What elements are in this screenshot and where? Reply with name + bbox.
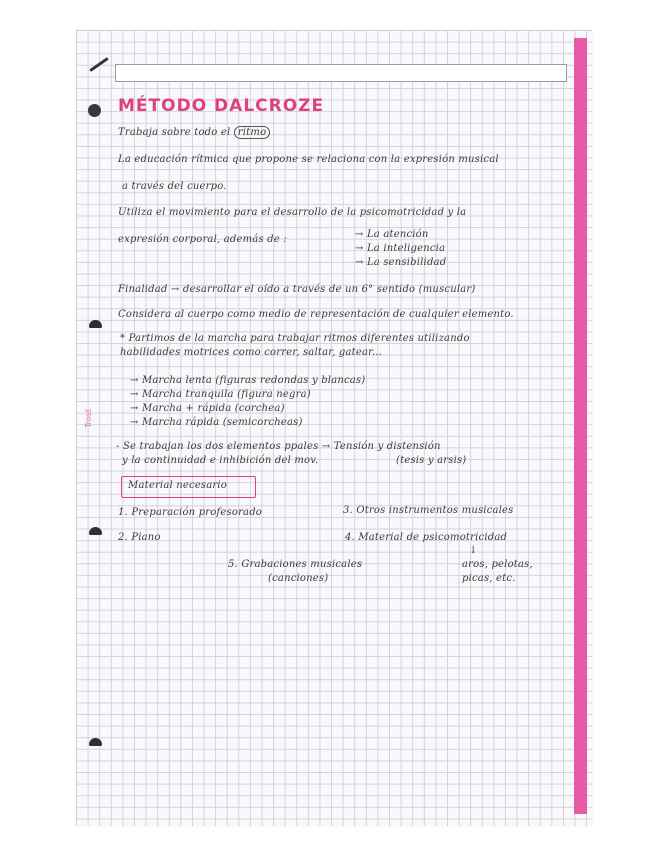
materials-heading: Material necesario bbox=[128, 480, 228, 491]
marcha-1: → Marcha lenta (figuras redondas y blancas) bbox=[130, 375, 366, 386]
marcha-4: → Marcha rápida (semicorcheas) bbox=[130, 417, 303, 428]
material-item-5-detail: (canciones) bbox=[268, 573, 329, 584]
line-4: Utiliza el movimiento para el desarrollo de la psicomotricidad y la bbox=[118, 207, 467, 218]
tension-line-3: (tesis y arsis) bbox=[396, 455, 467, 466]
marcha-2: → Marcha tranquila (figura negra) bbox=[130, 389, 311, 400]
line-2: La educación rítmica que propone se relaciona con la expresión musical bbox=[118, 154, 499, 165]
binder-ring bbox=[89, 527, 102, 535]
line-5: expresión corporal, además de : bbox=[118, 234, 287, 245]
material-item-5: 5. Grabaciones musicales bbox=[228, 559, 363, 570]
line-3: a través del cuerpo. bbox=[122, 181, 227, 192]
circled-word: ritmo bbox=[234, 126, 271, 139]
line-5-item-3: → La sensibilidad bbox=[355, 257, 447, 268]
line-5-item-1: → La atención bbox=[355, 229, 429, 240]
material-item-4-arrow: ↓ bbox=[469, 545, 478, 556]
material-item-4-detail-2: picas, etc. bbox=[462, 573, 516, 584]
line-5-item-2: → La inteligencia bbox=[355, 243, 446, 254]
line-9: habilidades motrices como correr, saltar, gatear... bbox=[120, 347, 383, 358]
line-8: * Partimos de la marcha para trabajar ritmos diferentes utilizando bbox=[120, 333, 470, 344]
line-6: Finalidad → desarrollar el oído a través de un 6° sentido (muscular) bbox=[118, 284, 476, 295]
notebook-page bbox=[76, 30, 592, 826]
line-7: Considera al cuerpo como medio de representación de cualquier elemento. bbox=[118, 309, 514, 320]
binder-hole bbox=[88, 104, 101, 117]
material-item-2: 2. Piano bbox=[118, 532, 161, 543]
material-item-4: 4. Material de psicomotricidad bbox=[345, 532, 508, 543]
material-item-1: 1. Preparación profesorado bbox=[118, 507, 263, 518]
page-title: MÉTODO DALCROZE bbox=[118, 96, 325, 116]
tension-line-1: - Se trabajan los dos elementos ppales → Tensión y distensión bbox=[116, 441, 441, 452]
pink-margin-strip bbox=[574, 38, 587, 814]
header-box bbox=[115, 64, 567, 82]
material-item-4-detail-1: aros, pelotas, bbox=[462, 559, 533, 570]
marcha-3: → Marcha + rápida (corchea) bbox=[130, 403, 285, 414]
binder-ring bbox=[89, 320, 102, 328]
binder-ring bbox=[89, 738, 102, 746]
line-1-text: Trabaja sobre todo el bbox=[118, 127, 231, 138]
line-1 bbox=[118, 127, 270, 138]
side-label: Trost bbox=[84, 408, 93, 428]
material-item-3: 3. Otros instrumentos musicales bbox=[343, 505, 514, 516]
tension-line-2: y la continuidad e inhibición del mov. bbox=[122, 455, 319, 466]
